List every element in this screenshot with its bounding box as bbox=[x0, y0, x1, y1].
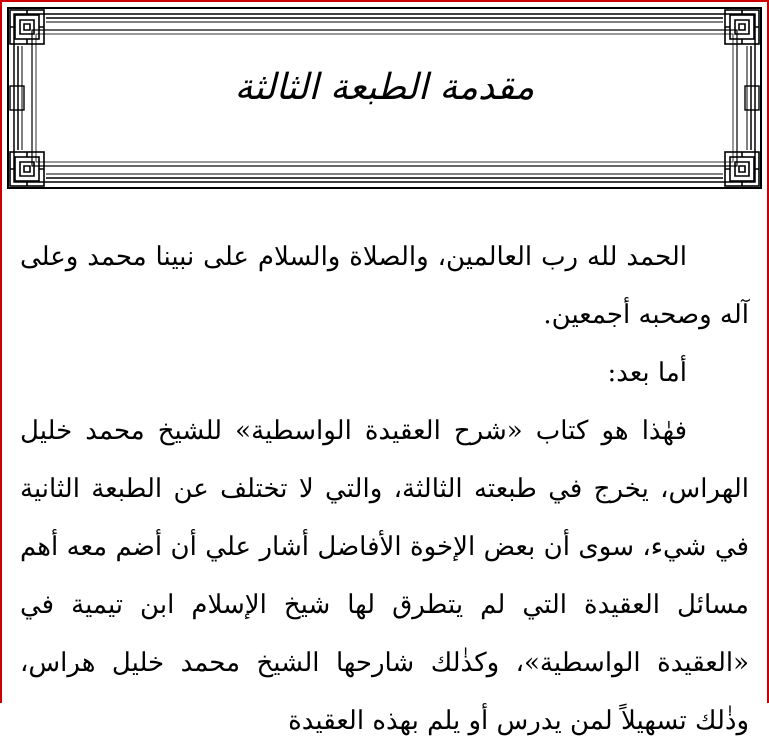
corner-ornament-bl bbox=[10, 152, 44, 186]
document-body bbox=[20, 228, 749, 750]
section-title: مقدمة الطبعة الثالثة bbox=[234, 67, 535, 108]
salutation-paragraph: أما بعد: bbox=[607, 358, 687, 388]
main-paragraph: فهٰذا هو كتاب «شرح العقيدة الواسطية» للشيخ محمد خليل الهراس، يخرج في طبعته الثالثة، والتي لا تختلف عن الطبعة الثانية في شيء، سوى أن بعض الإخوة الأفاضل أشار علي أن أضم معه أهم مسائل العقيدة التي لم يتطرق لها شيخ الإسلام ابن تيمية في «العقيدة الواسطية»، وكذٰلك شارحها الشيخ محمد خليل هراس، وذٰلك تسهيلاً لمن يدرس أو يلم بهذه العقيدة bbox=[20, 416, 749, 736]
corner-ornament-br bbox=[725, 152, 759, 186]
corner-ornament-tl bbox=[10, 10, 44, 44]
corner-ornament-tr bbox=[725, 10, 759, 44]
opening-paragraph: الحمد لله رب العالمين، والصلاة والسلام على نبينا محمد وعلى آله وصحبه أجمعين. bbox=[20, 242, 749, 330]
